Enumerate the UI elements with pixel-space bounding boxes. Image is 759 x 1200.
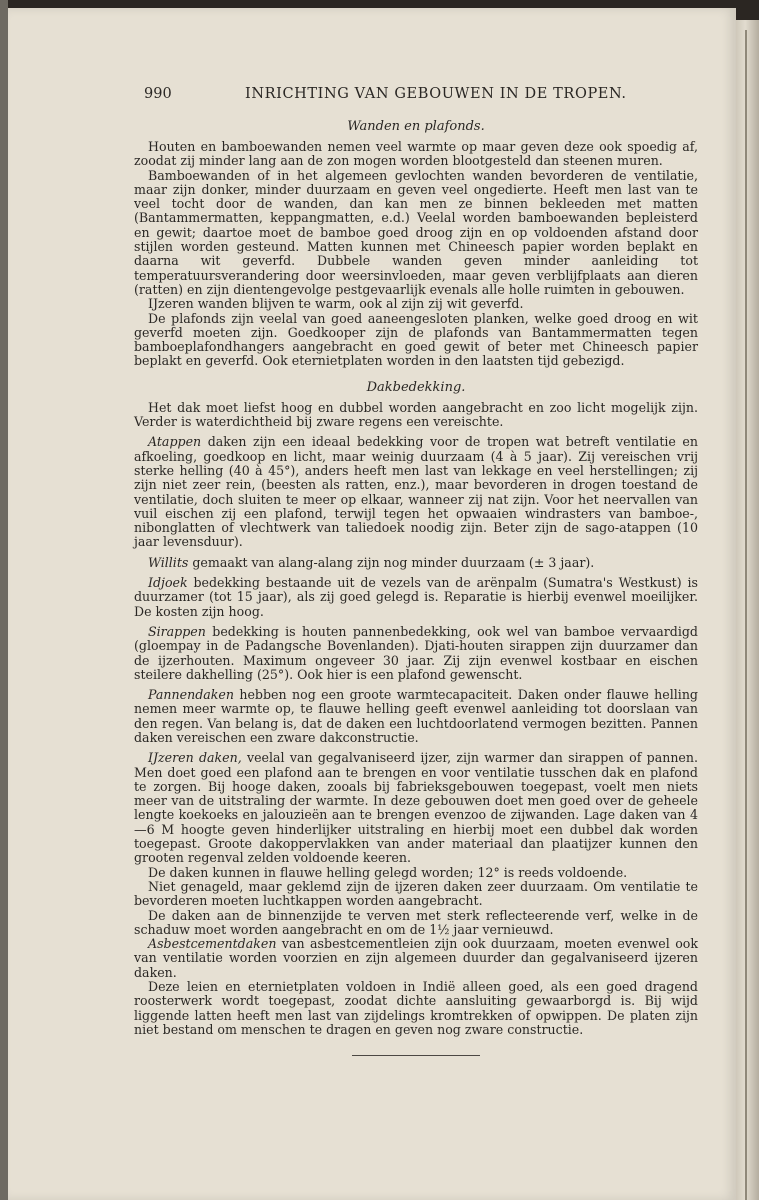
item-term: Sirappen (148, 623, 206, 639)
item-text: daken zijn een ideaal bedekking voor de tropen wat betreft ventilatie en afkoeling, goedkoop en licht, maar weinig duurzaam (4 à 5 jaar). Zij vereischen vrij sterke helling (40 à 45°), anders heeft men last van lekkage en veel herstellingen; zij zijn niet zeer rein, (beesten als ratten, enz.), maar bevorderen in drogen toestand de ventilatie, doch sluiten te meer op elkaar, wanneer zij nat zijn. Voor het neervallen van vuil eischen zij een plafond, terwijl tegen het opwaaien windrasters van bamboe-, nibonglatten of vlechtwerk van taliedoek noodig zijn. Beter zijn de sago-atappen (10 jaar levensduur). (134, 434, 698, 550)
scan-left-margin (0, 0, 8, 1200)
item-term: Pannendaken (148, 687, 234, 703)
item-text: hebben nog een groote warmtecapaciteit. Daken onder flauwe helling nemen meer warmte op, te flauwe helling geeft evenwel aanleiding tot doorslaan van den regen. Van belang is, dat de daken een luchtdoorlatend vermogen bezitten. Pannen daken vereischen een zware dakconstructie. (134, 687, 698, 745)
paragraph: De plafonds zijn veelal van goed aaneengesloten planken, welke goed droog en wit geverfd moeten zijn. Goedkooper zijn de plafonds van Bantammermatten tegen bamboeplafondhangers aangebracht en goed gewit of beter met Chineesch papier beplakt en geverfd. Ook eternietplaten worden in den laatsten tijd gebezigd. (134, 310, 698, 369)
paragraph: Het dak moet liefst hoog en dubbel worden aangebracht en zoo licht mogelijk zijn. Verder is waterdichtheid bij zware regens een vereischte. (134, 399, 698, 430)
item-term: Idjoek (148, 575, 188, 591)
end-rule (352, 1055, 480, 1056)
roof-item-ijzeren-daken (134, 751, 698, 865)
roof-item-willits (134, 556, 698, 570)
paragraph: IJzeren wanden blijven te warm, ook al zijn zij wit geverfd. (148, 296, 524, 312)
page-edge-line (745, 30, 747, 1200)
item-term: Willits (148, 554, 189, 570)
item-term: IJzeren daken, (148, 750, 242, 766)
paragraph: Deze leien en eternietplaten voldoen in Indië alleen goed, als een goed dragend roosterwerk wordt toegepast, zoodat dichte aansluiting gewaarborgd is. Bij wijd liggende latten heeft men last van zijdelings kromtrekken of opwippen. De platen zijn niet bestand om menschen te dragen en geven nog zware constructie. (134, 979, 698, 1037)
item-text: bedekking is houten pannenbedekking, ook wel van bamboe vervaardigd (gloempay in de Padangsche Bovenlanden). Djati-houten sirappen zijn duurzamer dan de ijzerhouten. Maximum ongeveer 30 jaar. Zij zijn evenwel kostbaar en eischen steilere dakhelling (25°). Ook hier is een plafond gewenscht. (134, 623, 698, 682)
roof-item-idjoek (134, 576, 698, 619)
item-text: van asbestcementleien zijn ook duurzaam, moeten evenwel ook van ventilatie worden voorzien en zijn algemeen duurder dan gegalvaniseerd ijzeren daken. (134, 936, 698, 980)
paragraph: Niet genageld, maar geklemd zijn de ijzeren daken zeer duurzaam. Om ventilatie te bevorderen moeten luchtkappen worden aangebracht. (134, 878, 698, 909)
paragraph: Bamboewanden of in het algemeen gevlochten wanden bevorderen de ventilatie, maar zijn donker, minder duurzaam en geven veel ongedierte. Heeft men last van te veel tocht door de wanden, dan kan men ze binnen bekleeden met matten (Bantammermatten, keppangmatten, e.d.) Veelal worden bamboewanden bepleisterd en gewit; daartoe moet de bamboe goed droog zijn en op voldoenden afstand door stijlen worden gesteund. Matten kunnen met Chineesch papier worden beplakt en daarna wit geverfd. Dubbele wanden geven minder aanleiding tot temperatuursverandering door weersinvloeden, maar geven verblijfplaats aan dieren (ratten) en zijn dientengevolge pestgevaarlijk evenals alle holle ruimten in gebouwen. (134, 167, 698, 297)
page-stack-edge (736, 20, 759, 1200)
running-title: INRICHTING VAN GEBOUWEN IN DE TROPEN. (245, 86, 627, 102)
section-title-walls: Wanden en plafonds. (347, 119, 485, 134)
roof-item-sirappen (134, 625, 698, 682)
roof-item-pannendaken (134, 688, 698, 745)
paragraph: De daken kunnen in flauwe helling gelegd worden; 12° is reeds voldoende. (148, 864, 628, 880)
item-text: veelal van gegalvaniseerd ijzer, zijn warmer dan sirappen of pannen. Men doet goed een plafond aan te brengen en voor ventilatie tusschen dak en plafond te zorgen. Bij hooge daken, zooals bij fabrieksgebouwen toegepast, voelt men niets meer van de uitstraling der warmte. In deze gebouwen doet men goed over de geheele lengte koekoeks en jalouzieën aan te brengen evenzoo de zijwanden. Lage daken van 4—6 M hoogte geven hinderlijker uitstraling en hierbij moet een dubbel dak worden toegepast. Groote dakoppervlakken van ander materiaal dan plaatijzer kunnen den grooten regenval zelden voldoende keeren. (134, 750, 699, 866)
paragraph: Houten en bamboewanden nemen veel warmte op maar geven deze ook spoedig af, zoodat zij minder lang aan de zon mogen worden blootgesteld dan steenen muren. (134, 139, 698, 169)
section-title-roofing: Dakbedekking. (366, 379, 466, 395)
roof-item-asbestcement (134, 937, 698, 980)
roof-item-atappen (134, 435, 698, 549)
item-text: bedekking bestaande uit de vezels van de arënpalm (Sumatra's Westkust) is duurzamer (tot 15 jaar), als zij goed gelegd is. Reparatie is hierbij evenwel moeilijker. De kosten zijn hoog. (134, 575, 698, 619)
item-text: gemaakt van alang-alang zijn nog minder duurzaam (± 3 jaar). (188, 554, 595, 570)
paragraph: De daken aan de binnenzijde te verven met sterk reflecteerende verf, welke in de schaduw moet worden aangebracht en om de 1½ jaar vernieuwd. (134, 907, 698, 937)
item-term: Atappen (148, 434, 202, 450)
page-content (134, 86, 698, 1056)
item-term: Asbestcementdaken (148, 936, 277, 952)
running-header (134, 86, 698, 108)
page-number: 990 (144, 86, 172, 102)
